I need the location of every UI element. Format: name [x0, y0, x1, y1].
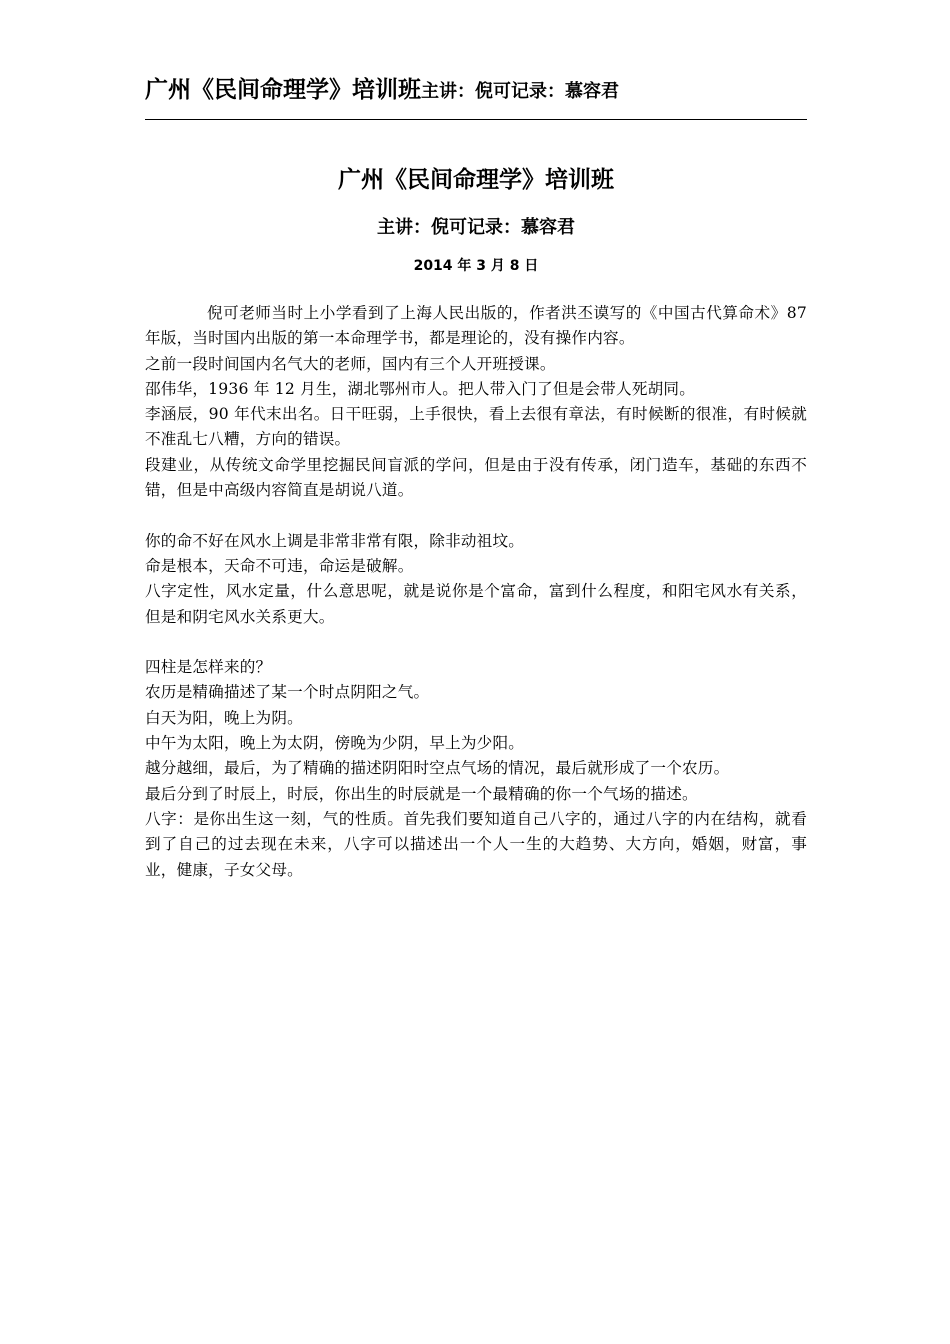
paragraph: 白天为阳，晚上为阴。 [145, 708, 303, 727]
paragraph: 你的命不好在风水上调是非常非常有限，除非动祖坟。 [145, 531, 525, 550]
paragraph: 八字定性，风水定量，什么意思呢，就是说你是个富命，富到什么程度，和阳宅风水有关系，但是和阴宅风水关系更大。 [145, 582, 807, 626]
paragraph: 段建业，从传统文命学里挖掘民间盲派的学问，但是由于没有传承，闭门造车，基础的东西不错，但是中高级内容简直是胡说八道。 [145, 455, 807, 500]
page-header [145, 72, 807, 110]
header-title: 广州《民间命理学》培训班 [145, 77, 421, 103]
paragraph: 越分越细，最后，为了精确的描述阴阳时空点气场的情况，最后就形成了一个农历。 [145, 759, 730, 778]
paragraph: 倪可老师当时上小学看到了上海人民出版的，作者洪丕谟写的《中国古代算命术》87 年版，当时国内出版的第一本命理学书，都是理论的，没有操作内容。 [145, 304, 807, 348]
paragraph: 八字：是你出生这一刻，气的性质。首先我们要知道自己八字的，通过八字的内在结构，就看到了自己的过去现在未来，八字可以描述出一个人一生的大趋势、大方向，婚姻，财富，事业，健康，子女父母。 [145, 809, 807, 879]
header-subtitle: 主讲：倪可记录：慕容君 [421, 81, 619, 102]
paragraph: 四柱是怎样来的？ [145, 658, 272, 677]
document-date: 2014 年 3 月 8 日 [413, 258, 539, 274]
document-title: 广州《民间命理学》培训班 [338, 167, 614, 193]
paragraph: 农历是精确描述了某一个时点阴阳之气。 [145, 683, 430, 702]
document-body [145, 301, 807, 883]
blank-line [145, 503, 807, 528]
paragraph: 之前一段时间国内名气大的老师，国内有三个人开班授课。 [145, 354, 556, 373]
header-divider [145, 119, 807, 120]
paragraph: 中午为太阳，晚上为太阴，傍晚为少阴，早上为少阳。 [145, 734, 525, 753]
paragraph: 邵伟华，1936 年 12 月生，湖北鄂州市人。把人带入门了但是会带人死胡同。 [145, 379, 696, 398]
paragraph: 命是根本，天命不可违，命运是破解。 [145, 556, 414, 575]
blank-line [145, 630, 807, 655]
paragraph: 最后分到了时辰上，时辰，你出生的时辰就是一个最精确的你一个气场的描述。 [145, 784, 698, 803]
document-subtitle: 主讲：倪可记录：慕容君 [377, 217, 575, 238]
paragraph: 李涵辰，90 年代末出名。日干旺弱，上手很快，看上去很有章法，有时候断的很准，有时候就不准乱七八糟，方向的错误。 [145, 405, 807, 449]
